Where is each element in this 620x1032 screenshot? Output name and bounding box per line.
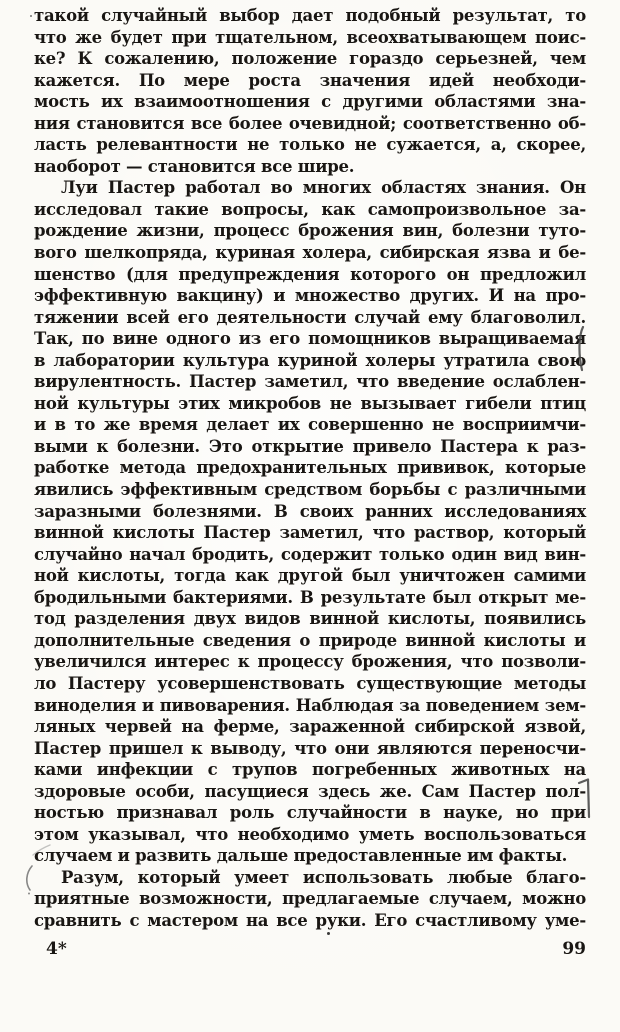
text-line: Разум, который умеет использовать любые благо-: [61, 867, 586, 887]
text-line: вирулентность. Пастер заметил, что введение ослаблен-: [34, 372, 586, 392]
text-line: увеличился интерес к процессу брожения, что позволи-: [34, 652, 586, 672]
page-text: [34, 5, 586, 932]
text-line: Пастер пришел к выводу, что они являются переносчи-: [34, 738, 586, 758]
text-line: и в то же время делает их совершенно не восприимчи-: [34, 415, 586, 435]
text-line: ной кислоты, тогда как другой был уничтожен самими: [34, 566, 586, 586]
text-line: эффективную вакцину) и множество других. И на про-: [34, 286, 586, 306]
text-line: выми к болезни. Это открытие привело Пастера к раз-: [34, 436, 586, 456]
text-line: ния становится все более очевидной; соответственно об-: [34, 113, 586, 133]
text-line: тод разделения двух видов винной кислоты, появились: [34, 609, 586, 629]
text-line: Так, по вине одного из его помощников выращиваемая: [34, 329, 586, 349]
text-line: ляных червей на ферме, зараженной сибирской язвой,: [34, 717, 586, 737]
text-line: сравнить с мастером на все руки. Его счастливому уме-: [34, 910, 586, 930]
text-line: дополнительные сведения о природе винной кислоты и: [34, 630, 586, 650]
text-line: заразными болезнями. В своих ранних исследованиях: [34, 501, 586, 521]
text-line: шенство (для предупреждения которого он предложил: [34, 264, 586, 284]
text-line: ло Пастеру усовершенствовать существующие методы: [34, 673, 586, 693]
text-line: случайно начал бродить, содержит только один вид вин-: [34, 544, 586, 564]
text-line: явились эффективным средством борьбы с различными: [34, 480, 586, 500]
text-line: исследовал такие вопросы, как самопроизвольное за-: [34, 199, 586, 219]
text-line: в лаборатории культура куриной холеры утратила свою: [34, 350, 586, 370]
text-line: такой случайный выбор дает подобный результат, то: [34, 6, 586, 25]
text-line: тяжении всей его деятельности случай ему благоволил.: [34, 307, 586, 327]
scan-speck: [327, 932, 330, 935]
text-line: работке метода предохранительных прививок, которые: [34, 458, 586, 478]
text-line: здоровые особи, пасущиеся здесь же. Сам Пастер пол-: [34, 781, 586, 801]
text-line: приятные возможности, предлагаемые случаем, можно: [34, 889, 586, 909]
footer-signature-mark: 4*: [46, 939, 67, 959]
text-line: ками инфекции с трупов погребенных животных на: [34, 760, 586, 780]
page-footer: [34, 939, 586, 959]
paragraph: [34, 5, 586, 177]
text-line: ласть релевантности не только не сужается, а, скорее,: [34, 135, 586, 155]
text-line: бродильными бактериями. В результате был открыт ме-: [34, 587, 586, 607]
paragraph: [34, 177, 586, 867]
text-line: случаем и развить дальше предоставленные им факты.: [34, 846, 568, 866]
text-line: ностью признавал роль случайности в науке, но при: [34, 803, 586, 823]
text-line: кажется. По мере роста значения идей необходи-: [34, 70, 586, 90]
text-line: ной культуры этих микробов не вызывает гибели птиц: [34, 393, 586, 413]
text-line: винной кислоты Пастер заметил, что раствор, который: [34, 523, 586, 543]
page-number: 99: [562, 939, 586, 959]
text-line: мость их взаимоотношения с другими областями зна-: [34, 92, 586, 112]
text-line: вого шелкопряда, куриная холера, сибирская язва и бе-: [34, 243, 586, 263]
text-line: виноделия и пивоварения. Наблюдая за поведением зем-: [34, 695, 586, 715]
text-line: этом указывал, что необходимо уметь воспользоваться: [34, 824, 586, 844]
text-line: наоборот — становится все шире.: [34, 156, 355, 176]
paragraph: [34, 867, 586, 932]
text-line: Луи Пастер работал во многих областях знания. Он: [61, 178, 586, 198]
text-line: ке? К сожалению, положение гораздо серьезней, чем: [34, 49, 586, 69]
text-line: что же будет при тщательном, всеохватывающем поис-: [34, 27, 586, 47]
text-line: рождение жизни, процесс брожения вин, болезни туто-: [34, 221, 586, 241]
scan-speck: [30, 15, 32, 17]
